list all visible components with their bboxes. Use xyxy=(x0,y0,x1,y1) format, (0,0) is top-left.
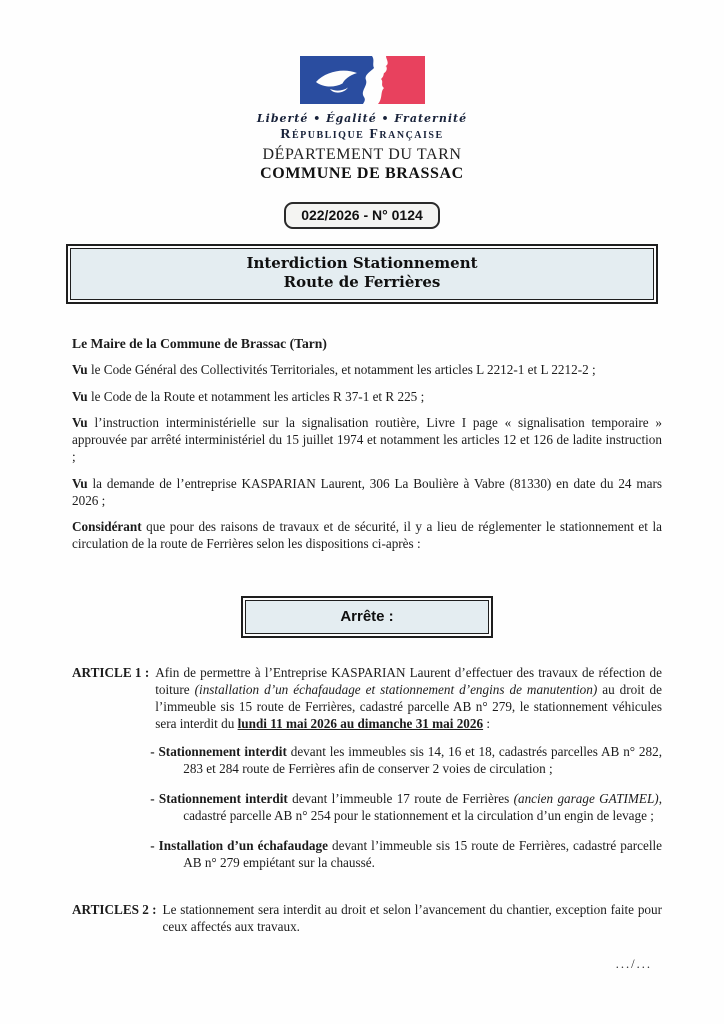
department-label: DÉPARTEMENT DU TARN xyxy=(262,146,462,163)
article-bullets xyxy=(150,743,663,871)
article-text: Afin de permettre à l’Entreprise KASPARIAN Laurent d’effectuer des travaux de réfection de toiture (installation d’un échafaudage et stationnement d’engins de manutention) au droit de l’immeuble sis 15 route de Ferrières, cadastré parcelle AB n° 279, le stationnement véhicules sera interdit du lundi 11 mai 2026 au dimanche 31 mai 2026 : xyxy=(155,665,662,731)
french-republic-flag-icon xyxy=(300,56,425,104)
marianne-logo xyxy=(300,56,425,104)
recitals xyxy=(72,361,662,552)
recital-paragraph: Vu le Code Général des Collectivités Territoriales, et notamment les articles L 2212-1 et L 2212-2 ; xyxy=(72,362,596,377)
opening-line: Le Maire de la Commune de Brassac (Tarn) xyxy=(72,336,327,351)
bullet-item: - Stationnement interdit devant les immeubles sis 14, 16 et 18, cadastrés parcelles AB n° 282, 283 et 284 route de Ferrières afin de conserver 2 voies de circulation ; xyxy=(150,744,662,776)
recital-paragraph: Vu la demande de l’entreprise KASPARIAN Laurent, 306 La Boulière à Vabre (81330) en date du 24 mars 2026 ; xyxy=(72,475,662,508)
republic-label: République Française xyxy=(280,127,444,142)
articles xyxy=(72,664,662,935)
title-box xyxy=(66,244,658,304)
title-line-2: Route de Ferrières xyxy=(283,273,441,291)
recital-paragraph: Considérant que pour des raisons de travaux et de sécurité, il y a lieu de réglementer le stationnement et la circulation de la route de Ferrières selon les dispositions ci-après : xyxy=(72,519,662,551)
motto: Liberté • Égalité • Fraternité xyxy=(256,112,468,125)
bullet-item: - Installation d’un échafaudage devant l’immeuble sis 15 route de Ferrières, cadastré parcelle AB n° 279 empiétant sur la chaussé. xyxy=(150,838,663,870)
document-header xyxy=(0,0,724,183)
article-text: Le stationnement sera interdit au droit et selon l’avancement du chantier, exception faite pour ceux affectés aux travaux. xyxy=(162,902,662,934)
title-line-1: Interdiction Stationnement xyxy=(246,254,478,272)
bullet-item: - Stationnement interdit devant l’immeuble 17 route de Ferrières (ancien garage GATIMEL), cadastré parcelle AB n° 254 pour le stationnement et la circulation d’un engin de levage ; xyxy=(150,791,662,823)
document-body xyxy=(0,335,724,935)
article-label: ARTICLES 2 : xyxy=(72,902,157,917)
article-label: ARTICLE 1 : xyxy=(72,665,150,680)
recital-paragraph: Vu l’instruction interministérielle sur la signalisation routière, Livre I page « signalisation temporaire » approuvée par arrêté interministériel du 15 juillet 1974 et notamment les articles 12 et 126 de ladite instruction ; xyxy=(72,415,662,464)
article xyxy=(72,901,662,935)
arrete-box xyxy=(241,596,493,638)
doc-number-badge: 022/2026 - N° 0124 xyxy=(284,202,440,229)
continuation-mark: .../... xyxy=(615,957,652,971)
doc-number-row xyxy=(0,202,724,229)
commune-label: COMMUNE DE BRASSAC xyxy=(260,165,464,182)
article xyxy=(72,664,662,884)
arrete-label: Arrête : xyxy=(340,608,394,625)
recital-paragraph: Vu le Code de la Route et notamment les articles R 37-1 et R 225 ; xyxy=(72,388,425,404)
